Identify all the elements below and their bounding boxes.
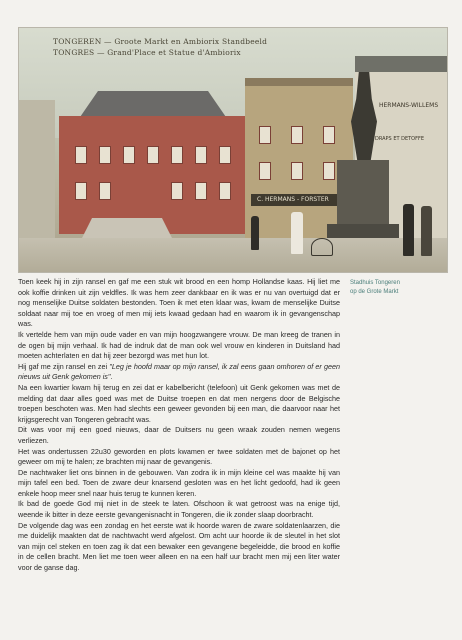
window [147, 146, 159, 164]
townhall [59, 116, 247, 234]
person [403, 204, 414, 256]
shop-sign: C. HERMANS - FORSTER [257, 196, 329, 203]
paragraph: De volgende dag was een zondag en het eerste wat ik hoorde waren de zware soldatenlaarzen, die me duidelijk maakten dat de nachtwacht werd afgelost. Om acht uur hoorde ik de sleutel in het slot van mijn cel steken en toen zag ik dat een bewaker een gevangene begeleidde, die brood en koffie in de cellen bracht. Men liet me toen weer alleen en na een half uur bracht men mij een liter water voor de ganse dag. [18, 520, 340, 573]
quote-prefix: Hij gaf me zijn ransel en zei [18, 361, 110, 371]
window [259, 126, 271, 144]
paragraph: De nachtwaker liet ons binnen in de gebouwen. Van zodra ik in mijn kleine cel was maakte hij van mijn tafel een bed. Toen de zware deur knarsend gesloten was en het licht gedoofd, had ik geen enkele hoop meer snel naar huis terug te kunnen keren. [18, 467, 340, 498]
postcard-photo [18, 27, 448, 273]
paragraph: Ik bad de goede God mij niet in de steek te laten. Ofschoon ik wat getroost was na enige tijd, weende ik bitter in deze eerste gevangenisnacht in Tongeren, die ik zonder slaap doorbracht. [18, 499, 340, 520]
window [123, 146, 135, 164]
quote-text: "Leg je hoofd maar op mijn ransel, ik zal eens gaan omhoren of er geen nieuws uit Genk gekomen is" [18, 361, 340, 382]
quote-paragraph [18, 362, 340, 383]
store-sign-upper: HERMANS-WILLEMS [379, 102, 439, 109]
window [171, 182, 183, 200]
statue-pedestal [337, 160, 389, 230]
quote-suffix: . [110, 372, 113, 382]
window [99, 146, 111, 164]
left-house [19, 100, 55, 240]
paragraph: Dit was voor mij een goed nieuws, daar de Duitsers nu geen wraak zouden nemen wegens verliezen. [18, 425, 340, 445]
paragraph: Na een kwartier kwam hij terug en zei dat er kabelbericht (telefoon) uit Genk gekomen was met de melding dat daar alles goed was met de Duitse troepen en dat men nergens door de Belgische troepen beschoten was. Men had slechts een geweer gevonden bij een man, die daarvoor naar het krijgsgerecht van Tongeren gebracht was. [18, 382, 340, 424]
side-caption-line: Stadhuis Tongeren [350, 280, 400, 286]
window [219, 146, 231, 164]
photo-side-caption [350, 279, 450, 296]
pram [311, 238, 333, 256]
person [421, 206, 432, 256]
window [219, 182, 231, 200]
paragraph: Toen keek hij in zijn ransel en gaf me een stuk wit brood en een homp Hollandse kaas. Hij liet me ook koffie drinken uit zijn veldfles. Ik was hem zeer dankbaar en ik was er nu van overtuigd dat er nog menselijke Duitse soldaten bestonden. Toen ik met eten klaar was, kwam de menselijke Duitse soldaat naar mij toe en vroeg of men mij iets kwaad gedaan had en waarom ik in gevangenschap was. [18, 277, 340, 329]
window [323, 126, 335, 144]
statue-plinth [327, 224, 399, 238]
paragraph: Het was ondertussen 22u30 geworden en plots kwamen er twee soldaten met de bajonet op het geweer om mij te halen; ze brachten mij naar de gevangenis. [18, 446, 340, 467]
window [75, 182, 87, 200]
window [99, 182, 111, 200]
window [195, 182, 207, 200]
store-sign-lower: DRAPS ET DETOFFE [375, 136, 425, 142]
window [291, 126, 303, 144]
square-ground [19, 238, 447, 272]
window [75, 146, 87, 164]
townhall-steps [81, 218, 173, 240]
paragraph: Ik vertelde hem van mijn oude vader en van mijn hoogzwangere vrouw. De man kreeg de tranen in de ogen bij mijn verhaal. Ik had de indruk dat de man ook wel vrouw en kinderen in Duitsland had moeten achterlaten en dat hij zeer bezorgd was met hun lot. [18, 329, 340, 361]
window [171, 146, 183, 164]
window [195, 146, 207, 164]
window [323, 162, 335, 180]
person [251, 216, 259, 250]
postcard-caption-dutch: TONGEREN — Groote Markt en Ambiorix Standbeeld [53, 37, 268, 46]
postcard-caption-french: TONGRES — Grand'Place et Statue d'Ambiorix [53, 48, 241, 57]
side-caption-line: op de Grote Markt [350, 288, 399, 295]
person [291, 212, 303, 254]
window [259, 162, 271, 180]
body-text [18, 277, 340, 574]
window [291, 162, 303, 180]
